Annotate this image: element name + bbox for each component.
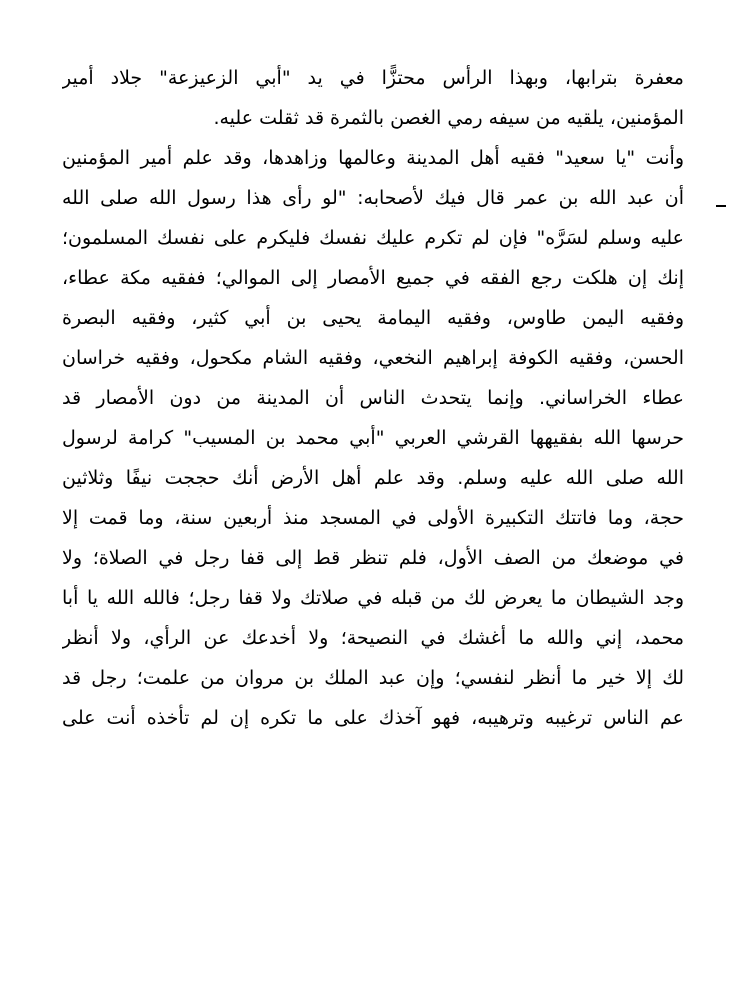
text-line: لك إلا خير ما أنظر لنفسي؛ وإن عبد الملك بن مروان من علمت؛ رجل قد	[62, 667, 684, 689]
text-line: الله صلى الله عليه وسلم. وقد علم أهل الأرض أنك حججت نيفًا وثلاثين	[62, 467, 684, 489]
text-line: وفقيه اليمن طاوس، وفقيه اليمامة يحيى بن أبي كثير، وفقيه البصرة	[62, 307, 684, 329]
text-line: عم الناس ترغيبه وترهيبه، فهو آخذك على ما تكره إن لم تأخذه أنت على	[62, 707, 684, 729]
text-line: حجة، وما فاتتك التكبيرة الأولى في المسجد منذ أربعين سنة، وما قمت إلا	[62, 507, 684, 529]
text-line: أن عبد الله بن عمر قال فيك لأصحابه: "لو رأى هذا رسول الله صلى الله	[62, 187, 684, 209]
text-line: عليه وسلم لسَرَّه" فإن لم تكرم عليك نفسك فليكرم على نفسك المسلمون؛	[62, 227, 684, 249]
text-line: عطاء الخراساني. وإنما يتحدث الناس أن المدينة من دون الأمصار قد	[62, 387, 684, 409]
body-text	[62, 58, 684, 738]
text-line: في موضعك من الصف الأول، فلم تنظر قط إلى قفا رجل في الصلاة؛ ولا	[62, 547, 684, 569]
text-line: حرسها الله بفقيهها القرشي العربي "أبي محمد بن المسيب" كرامة لرسول	[62, 427, 684, 449]
text-line: وأنت "يا سعيد" فقيه أهل المدينة وعالمها وزاهدها، وقد علم أمير المؤمنين	[62, 147, 684, 169]
text-line: معفرة بترابها، وبهذا الرأس محتزًّا في يد "أبي الزعيزعة" جلاد أمير	[62, 67, 684, 89]
text-line: محمد، إني والله ما أغشك في النصيحة؛ ولا أخدعك عن الرأي، ولا أنظر	[62, 627, 684, 649]
margin-dash-mark	[716, 205, 726, 207]
text-line: المؤمنين، يلقيه من سيفه رمي الغصن بالثمرة قد ثقلت عليه.	[213, 107, 684, 129]
text-line: إنك إن هلكت رجع الفقه في جميع الأمصار إلى الموالي؛ ففقيه مكة عطاء،	[62, 267, 684, 289]
text-line: الحسن، وفقيه الكوفة إبراهيم النخعي، وفقيه الشام مكحول، وفقيه خراسان	[62, 347, 684, 369]
text-line: وجد الشيطان ما يعرض لك من قبله في صلاتك ولا قفا رجل؛ فالله الله يا أبا	[62, 587, 684, 609]
